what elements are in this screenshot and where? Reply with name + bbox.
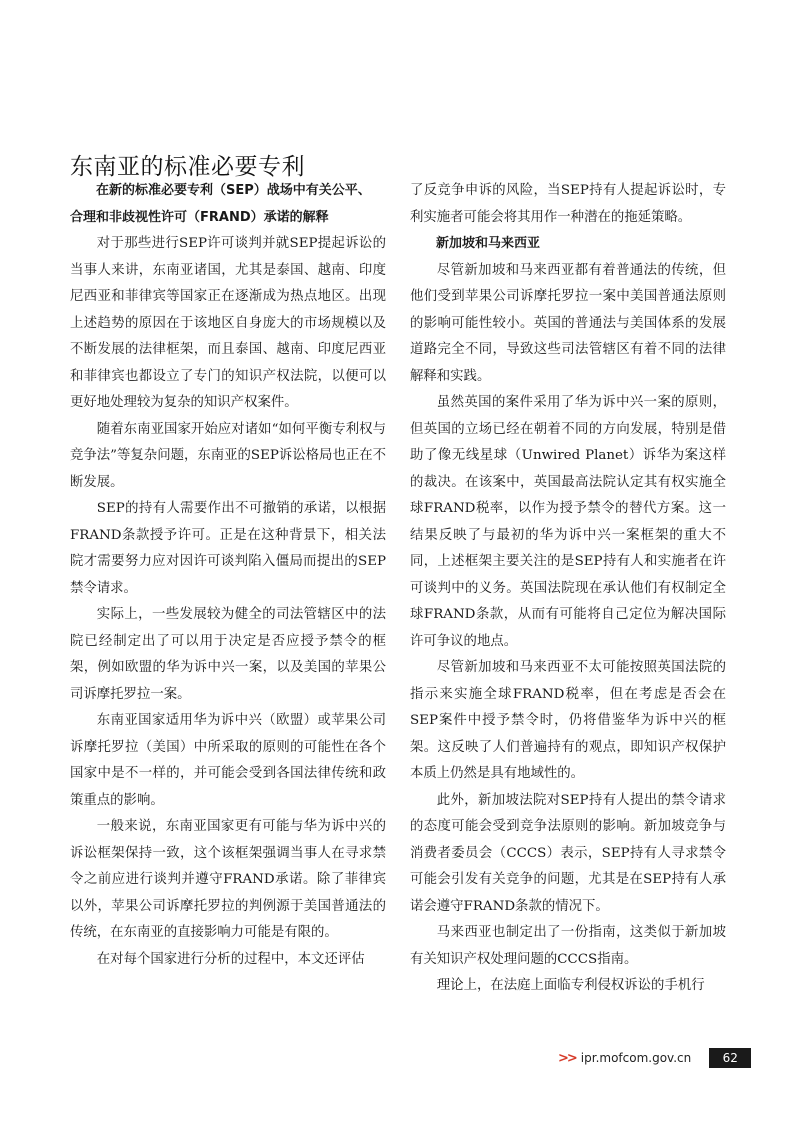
chevron-right-icon: >>	[558, 1050, 576, 1066]
right-column	[410, 178, 726, 1000]
subtitle-line-2: 合理和非歧视性许可（FRAND）承诺的解释	[70, 209, 329, 225]
paragraph: 尽管新加坡和马来西亚不太可能按照英国法院的指示来实施全球FRAND税率，但在考虑是否会在SEP案件中授予禁令时，仍将借鉴华为诉中兴的框架。这反映了人们普遍持有的观点，即知识产权保护本质上仍然是具有地域性的。	[410, 660, 726, 781]
page-number: 62	[709, 1048, 751, 1068]
paragraph: 随着东南亚国家开始应对诸如“如何平衡专利权与竞争法”等复杂问题，东南亚的SEP诉讼格局也正在不断发展。	[70, 421, 387, 490]
paragraph: 一般来说，东南亚国家更有可能与华为诉中兴的诉讼框架保持一致，这个该框架强调当事人在寻求禁令之前应进行谈判并遵守FRAND承诺。除了菲律宾以外，苹果公司诉摩托罗拉的判例源于美国普通法的传统，在东南亚的直接影响力可能是有限的。	[70, 819, 386, 940]
section-heading: 新加坡和马来西亚	[436, 236, 541, 251]
paragraph: 虽然英国的案件采用了华为诉中兴一案的原则，但英国的立场已经在朝着不同的方向发展，特别是借助了像无线星球（Unwired Planet）诉华为案这样的裁决。在该案中，英国最高法院认定其有权实施全球FRAND税率，以作为授予禁令的替代方案。这一结果反映了与最初的华为诉中兴一案框架的重大不同，上述框架主要关注的是SEP持有人和实施者在许可谈判中的义务。英国法院现在承认他们有权制定全球FRAND条款，从而有可能将自己定位为解决国际许可争议的地点。	[410, 395, 726, 649]
paragraph: 马来西亚也制定出了一份指南，这类似于新加坡有关知识产权处理问题的CCCS指南。	[410, 925, 726, 967]
paragraph: 实际上，一些发展较为健全的司法管辖区中的法院已经制定出了可以用于决定是否应授予禁令的框架，例如欧盟的华为诉中兴一案，以及美国的苹果公司诉摩托罗拉一案。	[70, 607, 386, 702]
subtitle-line-1: 在新的标准必要专利（SEP）战场中有关公平、	[96, 183, 371, 198]
paragraph: 东南亚国家适用华为诉中兴（欧盟）或苹果公司诉摩托罗拉（美国）中所采取的原则的可能性在各个国家中是不一样的，并可能会受到各国法律传统和政策重点的影响。	[70, 713, 386, 808]
paragraph: 在对每个国家进行分析的过程中，本文还评估	[96, 951, 365, 967]
paragraph: 此外，新加坡法院对SEP持有人提出的禁令请求的态度可能会受到竞争法原则的影响。新加坡竞争与消费者委员会（CCCS）表示，SEP持有人寻求禁令可能会引发有关竞争的问题，尤其是在SEP持有人承诺会遵守FRAND条款的情况下。	[410, 792, 726, 914]
paragraph: SEP的持有人需要作出不可撤销的承诺，以根据FRAND条款授予许可。正是在这种背景下，相关法院才需要努力应对因许可谈判陷入僵局而提出的SEP禁令请求。	[70, 501, 386, 596]
article-title: 东南亚的标准必要专利	[70, 154, 305, 180]
paragraph: 尽管新加坡和马来西亚都有着普通法的传统，但他们受到苹果公司诉摩托罗拉一案中美国普通法原则的影响可能性较小。英国的普通法与美国体系的发展道路完全不同，导致这些司法管辖区有着不同的法律解释和实践。	[410, 262, 726, 384]
website-link[interactable]: ipr.mofcom.gov.cn	[580, 1051, 692, 1065]
page-footer	[558, 1048, 751, 1068]
paragraph-continued: 了反竞争申诉的风险，当SEP持有人提起诉讼时，专利实施者可能会将其用作一种潜在的拖延策略。	[410, 183, 726, 225]
paragraph: 对于那些进行SEP许可谈判并就SEP提起诉讼的当事人来讲，东南亚诸国，尤其是泰国、越南、印度尼西亚和菲律宾等国家正在逐渐成为热点地区。出现上述趋势的原因在于该地区自身庞大的市场规模以及不断发展的法律框架，而且泰国、越南、印度尼西亚和菲律宾也都设立了专门的知识产权法院，以便可以更好地处理较为复杂的知识产权案件。	[70, 236, 386, 410]
left-column	[70, 178, 386, 973]
paragraph: 理论上，在法庭上面临专利侵权诉讼的手机行	[436, 978, 705, 993]
